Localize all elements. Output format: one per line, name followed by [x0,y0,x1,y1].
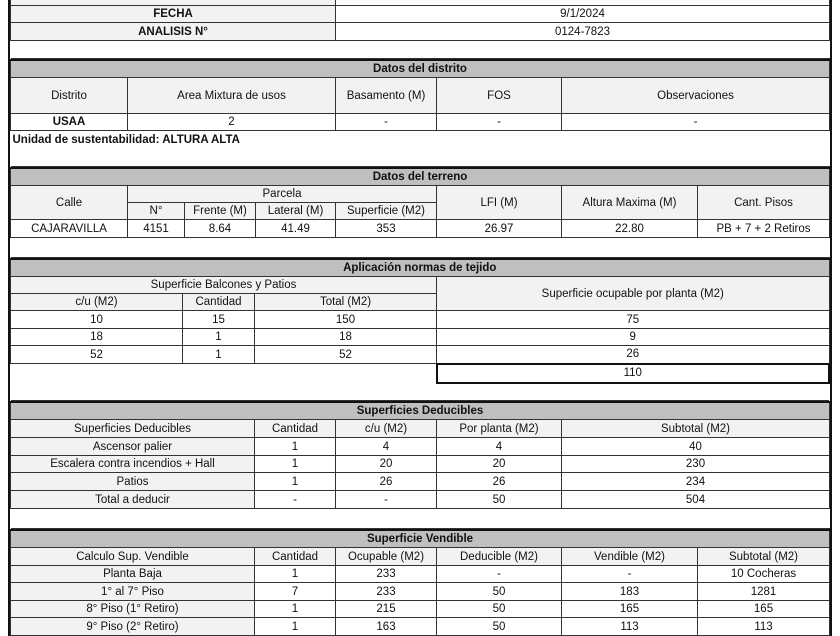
analisis-value[interactable]: 0124-7823 [336,23,830,41]
table-row [11,311,830,329]
cell-deducible[interactable]: 50 [437,618,562,636]
cell-subtotal[interactable]: 40 [562,438,830,456]
header-superficies: Superficies Deducibles [11,420,255,438]
cell-deducible[interactable]: 50 [437,601,562,618]
cell-cu[interactable]: 4 [336,438,437,456]
cell-ocupable-total[interactable]: 110 [437,364,830,383]
header-calle: Calle [11,186,128,220]
cell-vendible[interactable]: 183 [562,583,698,601]
cell-nivel[interactable]: Planta Baja [11,566,255,583]
table-row [11,346,830,364]
cell-subtotal[interactable]: 10 Cocheras [698,566,830,583]
cell-cu[interactable]: 18 [11,329,183,346]
cell-cu[interactable]: - [336,491,437,509]
cell-total[interactable]: 18 [255,329,437,346]
cell-cu[interactable]: 26 [336,473,437,491]
cell-ocupable[interactable]: 215 [336,601,437,618]
cell-por-planta[interactable]: 20 [437,456,562,473]
cell-basamento[interactable]: - [336,114,437,131]
cell-calle[interactable]: CAJARAVILLA [11,220,128,238]
header-distrito: Distrito [11,78,128,114]
table-row [11,456,830,473]
table-row [11,583,830,601]
header-balcones-patios: Superficie Balcones y Patios [11,277,437,294]
terreno-title: Datos del terreno [11,168,830,186]
blank-row [11,509,830,529]
cell-cantidad[interactable]: 1 [255,473,336,491]
cell-por-planta[interactable]: 50 [437,491,562,509]
cell-area-mixtura[interactable]: 2 [128,114,336,131]
cell-cu[interactable]: 10 [11,311,183,329]
distrito-table [10,59,830,167]
cell-fos[interactable]: - [437,114,562,131]
header-lfi: LFI (M) [437,186,562,220]
table-row [11,566,830,583]
header-area-mixtura: Area Mixtura de usos [128,78,336,114]
table-row [11,438,830,456]
cell-cantidad[interactable]: 1 [255,438,336,456]
cell-cantidad[interactable]: 1 [183,329,255,346]
cell-frente[interactable]: 8.64 [185,220,256,238]
terreno-table [10,167,830,258]
sustentabilidad-note: Unidad de sustentabilidad: ALTURA ALTA [11,131,830,167]
cell-cantidad[interactable]: - [255,491,336,509]
cell-observaciones[interactable]: - [562,114,830,131]
cell-subtotal[interactable]: 165 [698,601,830,618]
header-lateral: Lateral (M) [256,203,336,220]
tejido-table [10,258,830,401]
cell-cantidad[interactable]: 15 [183,311,255,329]
summary-table [10,0,830,59]
cell-subtotal[interactable]: 504 [562,491,830,509]
header-altura-maxima: Altura Maxima (M) [562,186,698,220]
header-fos: FOS [437,78,562,114]
empty-cell [11,364,437,383]
fecha-label: FECHA [11,6,336,23]
header-cantidad: Cantidad [183,294,255,311]
cell-ocupable[interactable]: 75 [437,311,830,329]
blank-row [11,41,830,59]
table-row [11,601,830,618]
deducibles-title: Superficies Deducibles [11,402,830,420]
header-vendible: Vendible (M2) [562,548,698,566]
cell-ocupable[interactable]: 233 [336,566,437,583]
distrito-title: Datos del distrito [11,60,830,78]
analisis-label: ANALISIS N° [11,23,336,41]
cell-total[interactable]: 52 [255,346,437,364]
header-frente: Frente (M) [185,203,256,220]
spreadsheet [8,0,832,636]
cell-nivel[interactable]: 8° Piso (1° Retiro) [11,601,255,618]
cell-concepto[interactable]: Total a deducir [11,491,255,509]
table-row [11,329,830,346]
cell-deducible[interactable]: 50 [437,583,562,601]
vendible-title: Superficie Vendible [11,530,830,548]
header-numero: N° [128,203,185,220]
cell-cantidad[interactable]: 1 [255,618,336,636]
header-cu: c/u (M2) [336,420,437,438]
header-superficie-ocupable: Superficie ocupable por planta (M2) [437,277,830,311]
header-cantidad: Cantidad [255,548,336,566]
cell-total[interactable]: 150 [255,311,437,329]
blank-row [11,383,830,401]
header-cantidad: Cantidad [255,420,336,438]
cell-lfi[interactable]: 26.97 [437,220,562,238]
cell-ocupable[interactable]: 233 [336,583,437,601]
cell-altura-maxima[interactable]: 22.80 [562,220,698,238]
cell-subtotal[interactable]: 1281 [698,583,830,601]
cell-cant-pisos[interactable]: PB + 7 + 2 Retiros [698,220,830,238]
header-ocupable: Ocupable (M2) [336,548,437,566]
cell-subtotal[interactable]: 234 [562,473,830,491]
cell-nivel[interactable]: 1° al 7° Piso [11,583,255,601]
blank-row [11,238,830,258]
cell-subtotal[interactable]: 230 [562,456,830,473]
header-calculo: Calculo Sup. Vendible [11,548,255,566]
cell-cu[interactable]: 20 [336,456,437,473]
cell-vendible[interactable]: 113 [562,618,698,636]
cell-subtotal[interactable]: 113 [698,618,830,636]
header-parcela: Parcela [128,186,437,203]
cell-distrito[interactable]: USAA [11,114,128,131]
header-cu: c/u (M2) [11,294,183,311]
table-row [11,618,830,636]
cell-ocupable[interactable]: 26 [437,346,830,364]
header-subtotal: Subtotal (M2) [698,548,830,566]
table-row [11,491,830,509]
cell-cantidad[interactable]: 1 [255,456,336,473]
cell-superficie[interactable]: 353 [336,220,437,238]
cell-cantidad[interactable]: 1 [255,566,336,583]
header-subtotal: Subtotal (M2) [562,420,830,438]
cell-vendible[interactable]: - [562,566,698,583]
deducibles-table [10,401,830,529]
cell-cantidad[interactable]: 1 [255,601,336,618]
tejido-title: Aplicación normas de tejido [11,259,830,277]
header-observaciones: Observaciones [562,78,830,114]
cell-cu[interactable]: 52 [11,346,183,364]
table-row [11,473,830,491]
cell-vendible[interactable]: 165 [562,601,698,618]
cell-concepto[interactable]: Patios [11,473,255,491]
header-total: Total (M2) [255,294,437,311]
cell-concepto[interactable]: Ascensor palier [11,438,255,456]
cell-cantidad[interactable]: 7 [255,583,336,601]
fecha-value[interactable]: 9/1/2024 [336,6,830,23]
vendible-table [10,529,830,636]
cell-cantidad[interactable]: 1 [183,346,255,364]
header-basamento: Basamento (M) [336,78,437,114]
cell-concepto[interactable]: Escalera contra incendios + Hall [11,456,255,473]
cell-lateral[interactable]: 41.49 [256,220,336,238]
header-superficie: Superficie (M2) [336,203,437,220]
header-deducible: Deducible (M2) [437,548,562,566]
cell-por-planta[interactable]: 26 [437,473,562,491]
header-por-planta: Por planta (M2) [437,420,562,438]
cell-numero[interactable]: 4151 [128,220,185,238]
cell-nivel[interactable]: 9° Piso (2° Retiro) [11,618,255,636]
cell-por-planta[interactable]: 4 [437,438,562,456]
header-cant-pisos: Cant. Pisos [698,186,830,220]
cell-ocupable[interactable]: 163 [336,618,437,636]
cell-ocupable[interactable]: 9 [437,329,830,346]
cell-deducible[interactable]: - [437,566,562,583]
